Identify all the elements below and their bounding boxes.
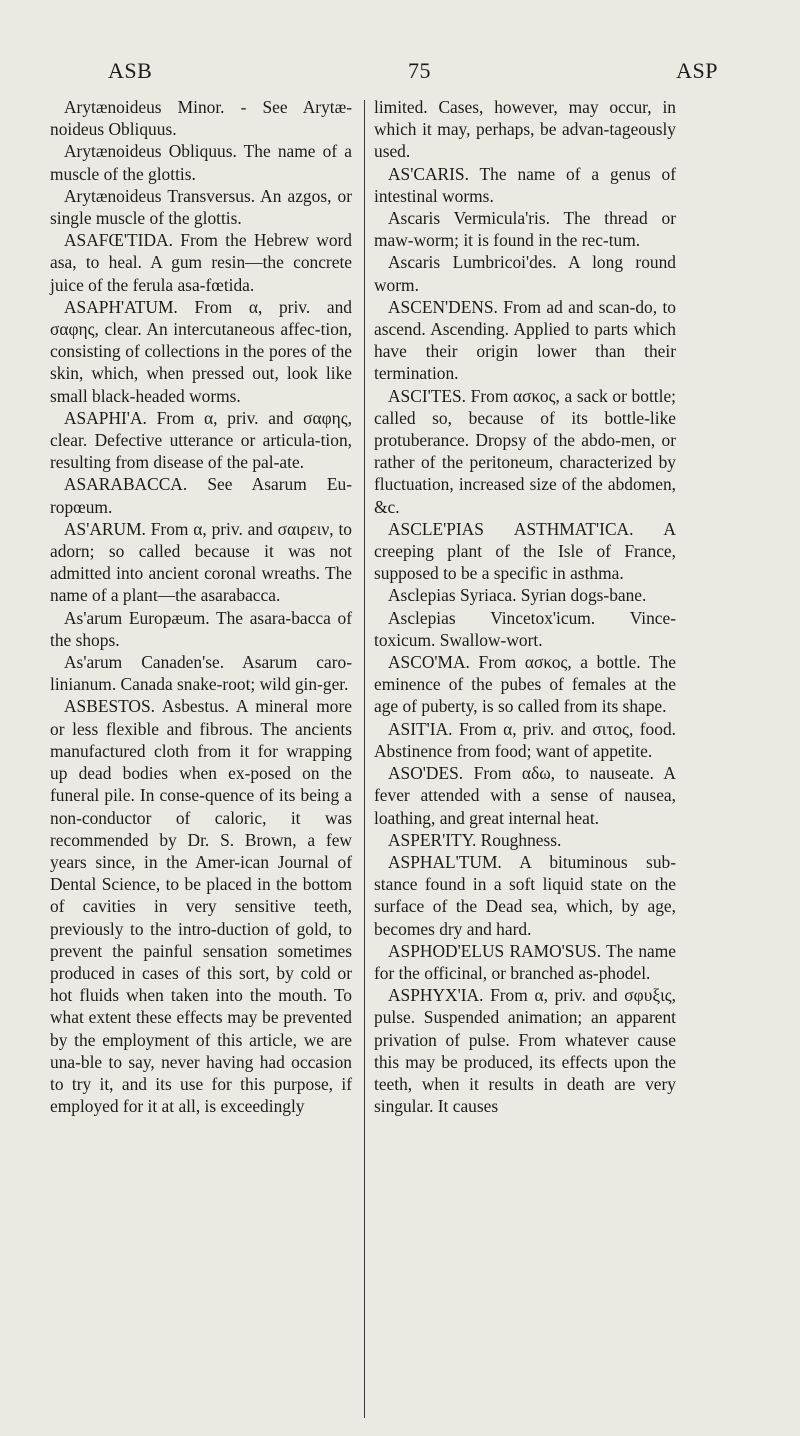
entry: Arytænoideus Transversus. An azgos, or single muscle of the glottis. xyxy=(50,185,352,229)
entry: Arytænoideus Minor. - See Arytæ-noideus Obliquus. xyxy=(50,97,352,140)
entry: Arytænoideus Obliquus. The name of a muscle of the glottis. xyxy=(50,141,352,184)
header-left-guide-word: ASB xyxy=(108,58,153,83)
entry: As'arum Canaden'se. Asarum caro-linianum. Canada snake-root; wild gin-ger. xyxy=(50,652,352,695)
page-number: 75 xyxy=(408,58,431,83)
entry: ASCEN'DENS. From ad and scan-do, to ascend. Ascending. Applied to parts which have their origin lower than their termination. xyxy=(374,296,676,384)
entry: limited. Cases, however, may occur, in which it may, perhaps, be advan-tageously used. xyxy=(374,97,676,162)
entry: ASPER'ITY. Roughness. xyxy=(388,829,562,850)
entry: AS'ARUM. From α, priv. and σαιρειν, to adorn; so called because it was not admitted into ancient coronal wreaths. The name of a plant—the asarabacca. xyxy=(50,518,352,606)
entry: ASCLE'PIAS ASTHMAT'ICA. A creeping plant of the Isle of France, supposed to be a specific in asthma. xyxy=(374,518,676,584)
entry: ASAFŒ'TIDA. From the Hebrew word asa, to heal. A gum resin—the concrete juice of the ferula asa-fœtida. xyxy=(50,230,352,295)
entry: ASAPHI'A. From α, priv. and σαφης, clear. Defective utterance or articula-tion, resulting from disease of the pal-ate. xyxy=(50,407,352,473)
entry: ASO'DES. From αδω, to nauseate. A fever attended with a sense of nausea, loathing, and great internal heat. xyxy=(374,763,676,828)
entry: ASBESTOS. Asbestus. A mineral more or less flexible and fibrous. The ancients manufactured cloth from it for wrapping up dead bodies when ex-posed on the funeral pile. In conse-quence of its being a non-conductor of caloric, it was recommended by Dr. S. Brown, a few years since, in the Amer-ican Journal of Dental Science, to be placed in the bottom of cavities in very sensitive teeth, previously to the intro-duction of gold, to prevent the painful sensation sometimes produced in cases of this sort, by cold or hot fluids when taken into the mouth. To what extent these effects may be prevented by the employment of this article, we are una-ble to say, never having had occasion to try it, and its use for this purpose, if employed for it at all, is exceedingly xyxy=(50,696,352,1117)
entry: Asclepias Syriaca. Syrian dogs-bane. xyxy=(388,585,647,606)
column-divider xyxy=(364,100,365,1418)
entry: ASAPH'ATUM. From α, priv. and σαφης, clear. An intercutaneous affec-tion, consisting of collections in the pores of the skin, which, when pressed out, look like small black-headed worms. xyxy=(50,296,352,406)
right-column xyxy=(374,96,676,1117)
entry: ASPHOD'ELUS RAMO'SUS. The name for the officinal, or branched as-phodel. xyxy=(374,940,676,983)
entry: ASPHAL'TUM. A bituminous sub-stance found in a soft liquid state on the surface of the Dead sea, which, by age, becomes dry and hard. xyxy=(374,851,676,939)
header-right-guide-word: ASP xyxy=(676,58,718,83)
entry: ASCI'TES. From ασκος, a sack or bottle; called so, because of its bottle-like protuberance. Dropsy of the abdo-men, or rather of the peritoneum, characterized by fluctuation, increased size of the abdomen, &c. xyxy=(374,385,676,517)
entry: AS'CARIS. The name of a genus of intestinal worms. xyxy=(374,163,676,206)
entry: Ascaris Lumbricoi'des. A long round worm. xyxy=(374,252,676,295)
entry: ASIT'IA. From α, priv. and σιτος, food. Abstinence from food; want of appetite. xyxy=(374,718,676,761)
page-header xyxy=(108,58,718,94)
left-column xyxy=(50,96,352,1117)
entry: Asclepias Vincetox'icum. Vince-toxicum. Swallow-wort. xyxy=(374,607,676,650)
entry: ASPHYX'IA. From α, priv. and σφυξις, pulse. Suspended animation; an apparent privation of pulse. From whatever cause this may be produced, its effects upon the teeth, when it results in death are very singular. It causes xyxy=(374,985,676,1117)
entry: As'arum Europæum. The asara-bacca of the shops. xyxy=(50,607,352,650)
entry: ASARABACCA. See Asarum Eu-ropœum. xyxy=(50,474,352,517)
entry: ASCO'MA. From ασκος, a bottle. The eminence of the pubes of females at the age of puberty, is so called from its shape. xyxy=(374,652,676,717)
entry: Ascaris Vermicula'ris. The thread or maw-worm; it is found in the rec-tum. xyxy=(374,208,676,251)
